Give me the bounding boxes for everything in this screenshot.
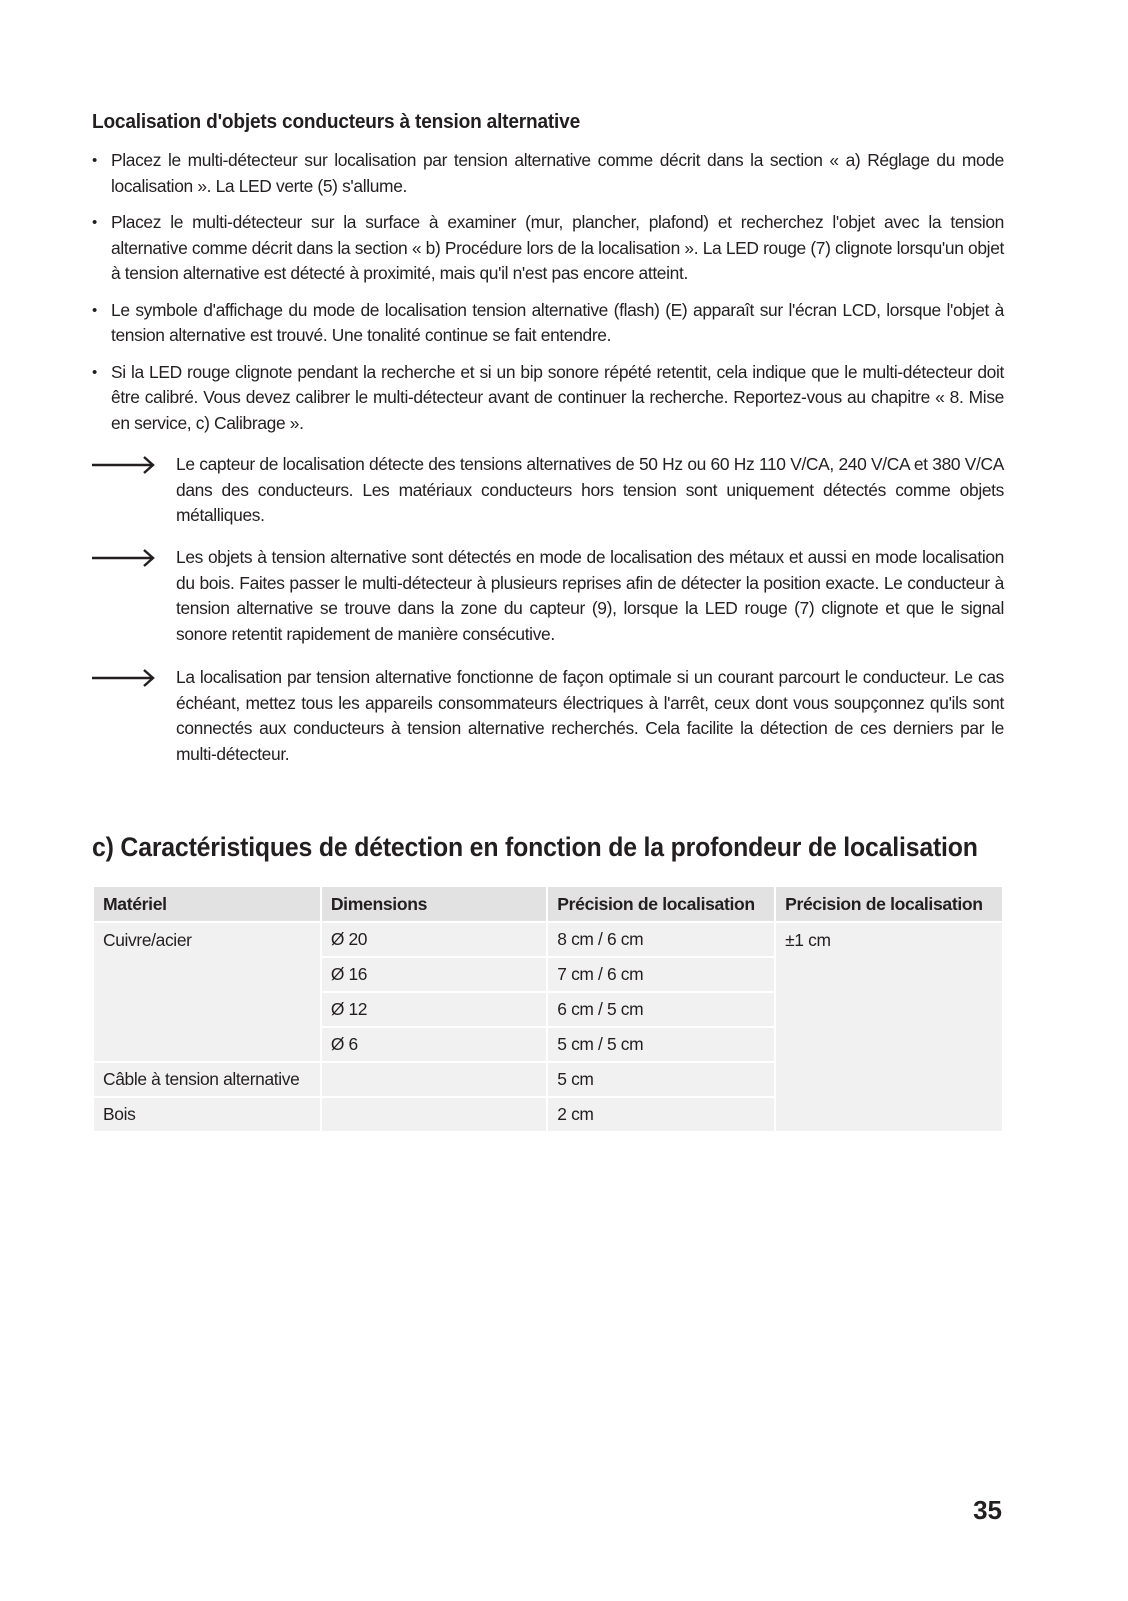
section-heading: Localisation d'objets conducteurs à tension alternative: [92, 110, 580, 133]
bullet-dot-icon: •: [92, 214, 97, 231]
column-header-material: Matériel: [94, 887, 320, 921]
bullet-dot-icon: •: [92, 363, 97, 381]
note-block: [92, 665, 1004, 767]
dimension-cell: [322, 1063, 546, 1096]
depth-cell: 7 cm / 6 cm: [548, 958, 774, 991]
dimension-cell: Ø 20: [322, 923, 546, 956]
note-block: [92, 545, 1004, 647]
bullet-dot-icon: •: [92, 152, 97, 169]
table-section-title: c) Caractéristiques de détection en fonction de la profondeur de localisation: [92, 832, 978, 862]
note-text: Le capteur de localisation détecte des tensions alternatives de 50 Hz ou 60 Hz 110 V/CA, 240 V/CA et 380 V/CA dans des conducteurs. Les matériaux conducteurs hors tension sont uniquement détectés comme objets métalliques.: [176, 454, 1004, 525]
dimension-cell: [322, 1098, 546, 1131]
accuracy-cell: ±1 cm: [776, 923, 1002, 1131]
bullet-item: [92, 210, 1004, 287]
bullet-list: [92, 148, 1004, 447]
material-cell: Cuivre/acier: [94, 923, 320, 1061]
table-row: [94, 923, 1002, 956]
dimension-cell: Ø 12: [322, 993, 546, 1026]
arrow-right-icon: [92, 668, 156, 688]
bullet-item: [92, 360, 1004, 437]
depth-cell: 8 cm / 6 cm: [548, 923, 774, 956]
depth-cell: 6 cm / 5 cm: [548, 993, 774, 1026]
column-header-depth: Précision de localisation: [548, 887, 774, 921]
dimension-cell: Ø 16: [322, 958, 546, 991]
depth-cell: 5 cm: [548, 1063, 774, 1096]
detection-table: [92, 885, 1004, 1133]
material-cell: Câble à tension alternative: [94, 1063, 320, 1096]
column-header-accuracy: Précision de localisation: [776, 887, 1002, 921]
note-text: Les objets à tension alternative sont détectés en mode de localisation des métaux et aussi en mode localisation du bois. Faites passer le multi-détecteur à plusieurs reprises afin de détecter la position exacte. Le conducteur à tension alternative se trouve dans la zone du capteur (9), lorsque la LED rouge (7) clignote et que le signal sonore retentit rapidement de manière consécutive.: [176, 547, 1004, 644]
column-header-dimensions: Dimensions: [322, 887, 546, 921]
material-cell: Bois: [94, 1098, 320, 1131]
arrow-right-icon: [92, 455, 156, 475]
bullet-dot-icon: •: [92, 301, 97, 319]
bullet-text: Si la LED rouge clignote pendant la recherche et si un bip sonore répété retentit, cela indique que le multi-détecteur doit être calibré. Vous devez calibrer le multi-détecteur avant de continuer la recherche. Reportez-vous au chapitre « 8. Mise en service, c) Calibrage ».: [111, 361, 1004, 433]
table-header-row: [94, 887, 1002, 921]
dimension-cell: Ø 6: [322, 1028, 546, 1061]
depth-cell: 2 cm: [548, 1098, 774, 1131]
bullet-item: [92, 298, 1004, 349]
bullet-text: Le symbole d'affichage du mode de localisation tension alternative (flash) (E) apparaît sur l'écran LCD, lorsque l'objet à tension alternative est trouvé. Une tonalité continue se fait entendre.: [111, 299, 1004, 345]
note-text: La localisation par tension alternative fonctionne de façon optimale si un courant parcourt le conducteur. Le cas échéant, mettez tous les appareils consommateurs électriques à l'arrêt, ceux dont vous soupçonnez qu'ils sont connectés aux conducteurs à tension alternative recherchés. Cela facilite la détection de ces derniers par le multi-détecteur.: [176, 667, 1004, 764]
note-block: [92, 452, 1004, 529]
bullet-item: [92, 148, 1004, 199]
bullet-text: Placez le multi-détecteur sur localisation par tension alternative comme décrit dans la section « a) Réglage du mode localisation ». La LED verte (5) s'allume.: [111, 150, 1004, 196]
depth-cell: 5 cm / 5 cm: [548, 1028, 774, 1061]
page-number: 35: [973, 1495, 1002, 1525]
arrow-right-icon: [92, 548, 156, 568]
bullet-text: Placez le multi-détecteur sur la surface à examiner (mur, plancher, plafond) et recherchez l'objet avec la tension alternative comme décrit dans la section « b) Procédure lors de la localisation ». La LED rouge (7) clignote lorsqu'un objet à tension alternative est détecté à proximité, mais qu'il n'est pas encore atteint.: [111, 212, 1004, 283]
